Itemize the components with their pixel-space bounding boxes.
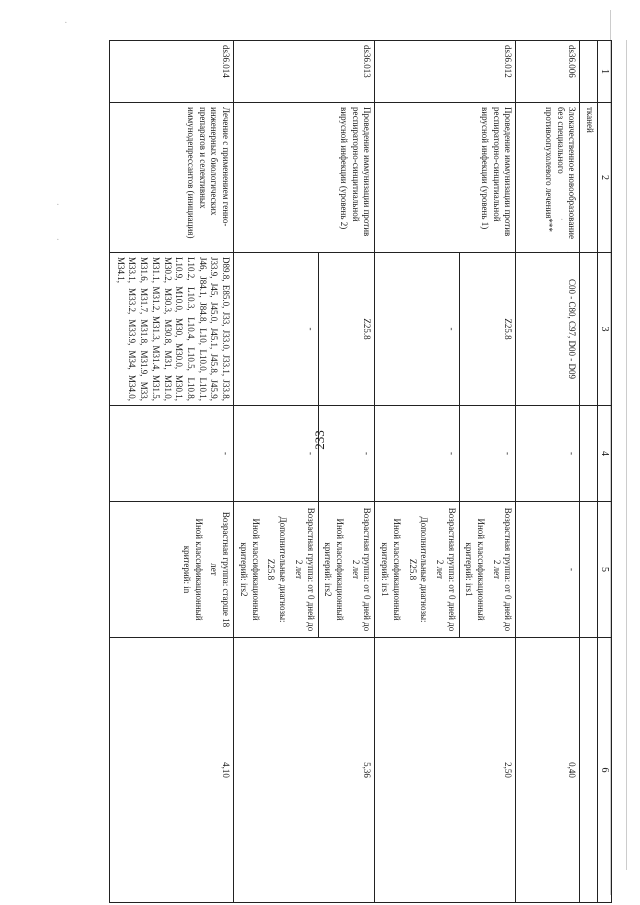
margin-mark: · xyxy=(56,199,60,211)
row-diagnoses-text: Z25.8 xyxy=(503,318,514,340)
header-cell-4: 4 xyxy=(597,406,611,502)
row-criteria xyxy=(233,502,318,638)
row-name xyxy=(375,103,516,253)
margin-mark: · xyxy=(566,247,570,259)
row-name xyxy=(110,103,234,253)
page-number: 233 xyxy=(312,430,327,450)
row-criteria xyxy=(516,502,580,638)
row-diagnoses-text: D89.8, E85.0, J33, J33.0, J33.1, J33.8, J33.9, J45, J45.0, J45.1, J45.8, J45.9, J46, J84.1, J84.8, L10, L10.0, L10.1, L10.2, L10.3, L10.4, L10.5, L10.8, L10.9, M10.0, M30, M30.0, M30.1, M30.2, M30.3, M30.8, M31, M31.0, M31.1, M31.2, M31.3, M31.4, M31.5, M31.6, M31.7, M31.8, M31.9, M33, M33.1, M33.2, M33.9, M34, M34.0, M34.1, xyxy=(115,257,231,401)
criteria-line: Дополнительные диагнозы: Z25.8 xyxy=(407,516,430,623)
margin-mark: · xyxy=(56,234,60,246)
row-criteria xyxy=(459,502,516,638)
row-col4 xyxy=(110,406,234,502)
row-name-text: Проведение иммунизации против респираторно-синцитиальной вирусной инфекции (уровень 1) xyxy=(480,107,514,237)
row-diagnoses-text: - xyxy=(305,327,316,331)
row-name-text: Лечение с применением генно-инженерных биологических препаратов и селективных иммунодепрессантов (инициация) xyxy=(185,107,231,239)
header-cell-5: 5 xyxy=(597,502,611,638)
scan-edge-line xyxy=(626,40,627,870)
row-col4-text: - xyxy=(305,452,316,455)
row-coefficient-text: 0,40 xyxy=(567,762,578,778)
row-diagnoses xyxy=(233,253,318,406)
table-cell-empty xyxy=(580,502,597,638)
criteria-line: Дополнительные диагнозы: Z25.8 xyxy=(266,516,289,623)
row-criteria-text: - xyxy=(567,568,578,571)
row-coefficient xyxy=(233,638,374,903)
row-name-text: Проведение иммунизации против респираторно-синцитиальной вирусной инфекции (уровень 2) xyxy=(338,107,373,237)
row-col4-text: - xyxy=(503,452,514,455)
row-col4 xyxy=(318,406,375,502)
row-col4-text: - xyxy=(567,452,578,455)
row-diagnoses-text: Z25.8 xyxy=(362,318,373,340)
criteria-line: Иной классификационный критерий: irs2 xyxy=(323,518,345,621)
criteria-line: Возрастная группа: от 0 дней до 2 лет xyxy=(350,507,373,632)
row-diagnoses-text: - xyxy=(446,327,457,331)
row-col4-text: - xyxy=(446,452,457,455)
row-code-text: ds36.012 xyxy=(503,45,514,78)
criteria-line: Иной классификационный критерий: irs1 xyxy=(380,518,402,621)
criteria-line: Иной классификационный критерий: in xyxy=(181,518,204,621)
continuation-text xyxy=(580,103,597,253)
row-col4 xyxy=(459,406,516,502)
criteria-line: Возрастная группа: старше 18 лет xyxy=(209,511,231,628)
table-row xyxy=(459,41,516,903)
criteria-line: Иной классификационный критерий: irs2 xyxy=(239,518,261,621)
table-row xyxy=(516,41,580,903)
tariff-table xyxy=(109,40,612,903)
row-coefficient xyxy=(375,638,516,903)
criteria-line: Возрастная группа: от 0 дней до 2 лет xyxy=(435,507,457,632)
row-code xyxy=(516,41,580,103)
row-diagnoses xyxy=(110,253,234,406)
row-diagnoses xyxy=(375,253,460,406)
header-cell-3: 3 xyxy=(597,253,611,406)
margin-mark: · xyxy=(560,214,564,226)
row-col4-text: - xyxy=(220,452,231,455)
row-diagnoses xyxy=(516,253,580,406)
rotated-table-container xyxy=(109,40,612,902)
criteria-line: Иной классификационный критерий: irs1 xyxy=(464,518,487,621)
row-col4 xyxy=(375,406,460,502)
row-diagnoses-text: C00 - C80, C97, D00 - D09 xyxy=(567,278,578,379)
row-criteria xyxy=(318,502,375,638)
table-cell-empty xyxy=(580,406,597,502)
header-cell-1: 1 xyxy=(597,41,611,103)
criteria-line: Возрастная группа: от 0 дней до 2 лет xyxy=(491,507,514,632)
row-coefficient-text: 2,50 xyxy=(503,762,514,778)
row-coefficient xyxy=(110,638,234,903)
row-diagnoses xyxy=(318,253,375,406)
row-diagnoses xyxy=(459,253,516,406)
row-coefficient-text: 4,10 xyxy=(220,762,231,778)
table-row-continuation xyxy=(580,41,597,903)
table-header-row xyxy=(597,41,611,903)
row-col4-text: - xyxy=(362,452,373,455)
table-row xyxy=(110,41,234,903)
row-col4 xyxy=(516,406,580,502)
criteria-line: Возрастная группа: от 0 дней до 2 лет xyxy=(293,507,316,632)
continuation-label: тканей xyxy=(584,107,595,133)
table-cell-empty xyxy=(580,638,597,903)
row-code-text: ds36.006 xyxy=(567,45,578,78)
row-name xyxy=(516,103,580,253)
row-criteria xyxy=(110,502,234,638)
row-col4 xyxy=(233,406,318,502)
table-cell-empty xyxy=(580,41,597,103)
row-criteria xyxy=(375,502,460,638)
table-cell-empty xyxy=(580,253,597,406)
row-code xyxy=(233,41,374,103)
row-name-text: Злокачественное новообразование без специального противоопухолевого лечения*** xyxy=(544,107,578,239)
row-name xyxy=(233,103,374,253)
row-coefficient xyxy=(516,638,580,903)
row-code-text: ds36.013 xyxy=(362,45,373,78)
row-coefficient-text: 5,36 xyxy=(362,762,373,778)
row-code xyxy=(110,41,234,103)
margin-mark: · xyxy=(64,17,68,29)
row-code-text: ds36.014 xyxy=(220,45,231,78)
header-cell-6: 6 xyxy=(597,638,611,903)
row-code xyxy=(375,41,516,103)
header-cell-2: 2 xyxy=(597,103,611,253)
table-row xyxy=(318,41,375,903)
